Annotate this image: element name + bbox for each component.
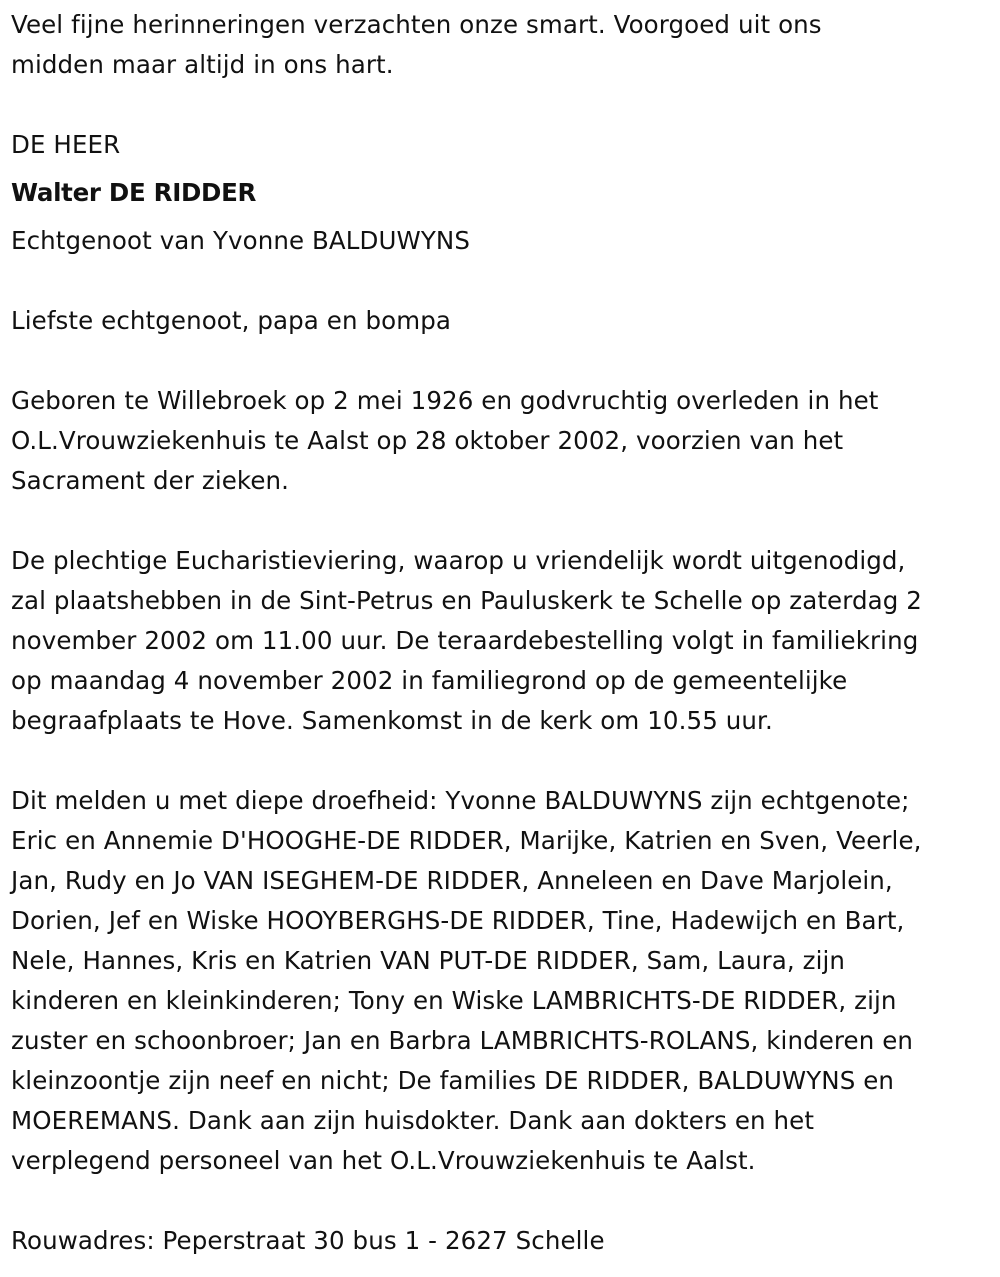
spacer [11, 501, 991, 541]
spacer [11, 213, 991, 221]
announcement-paragraph: Dit melden u met diepe droefheid: Yvonne BALDUWYNS zijn echtgenote; Eric en Annemie D'HOOGHE-DE RIDDER, Marijke, Katrien en Sven, Veerle, Jan, Rudy en Jo VAN ISEGHEM-DE RIDDER, Anneleen en Dave Marjolein, Dorien, Jef en Wiske HOOYBERGHS-DE RIDDER, Tine, Hadewijch en Bart, Nele, Hannes, Kris en Katrien VAN PUT-DE RIDDER, Sam, Laura, zijn kinderen en kleinkinderen; Tony en Wiske LAMBRICHTS-DE RIDDER, zijn zuster en schoonbroer; Jan en Barbra LAMBRICHTS-ROLANS, kinderen en kleinzoontje zijn neef en nicht; De families DE RIDDER, BALDUWYNS en MOEREMANS. Dank aan zijn huisdokter. Dank aan dokters en het verplegend personeel van het O.L.Vrouwziekenhuis te Aalst. [11, 786, 922, 1175]
spouse-line: Echtgenoot van Yvonne BALDUWYNS [11, 226, 470, 255]
honorific: DE HEER [11, 130, 121, 159]
spacer [11, 741, 991, 781]
spacer [11, 261, 991, 301]
obituary-notice [11, 5, 991, 1261]
spacer [11, 165, 991, 173]
mourning-address: Rouwadres: Peperstraat 30 bus 1 - 2627 Schelle [11, 1226, 605, 1255]
deceased-name: Walter DE RIDDER [11, 178, 257, 207]
spacer [11, 1181, 991, 1221]
intro-text: Veel fijne herinneringen verzachten onze smart. Voorgoed uit ons midden maar altijd in ons hart. [11, 10, 822, 79]
spacer [11, 341, 991, 381]
spacer [11, 85, 991, 125]
ceremony-paragraph: De plechtige Eucharistieviering, waarop u vriendelijk wordt uitgenodigd, zal plaatshebben in de Sint-Petrus en Pauluskerk te Schelle op zaterdag 2 november 2002 om 11.00 uur. De teraardebestelling volgt in familiekring op maandag 4 november 2002 in familiegrond op de gemeentelijke begraafplaats te Hove. Samenkomst in de kerk om 10.55 uur. [11, 546, 922, 735]
endearment-line: Liefste echtgenoot, papa en bompa [11, 306, 451, 335]
birth-death-paragraph: Geboren te Willebroek op 2 mei 1926 en godvruchtig overleden in het O.L.Vrouwziekenhuis te Aalst op 28 oktober 2002, voorzien van het Sacrament der zieken. [11, 386, 879, 495]
